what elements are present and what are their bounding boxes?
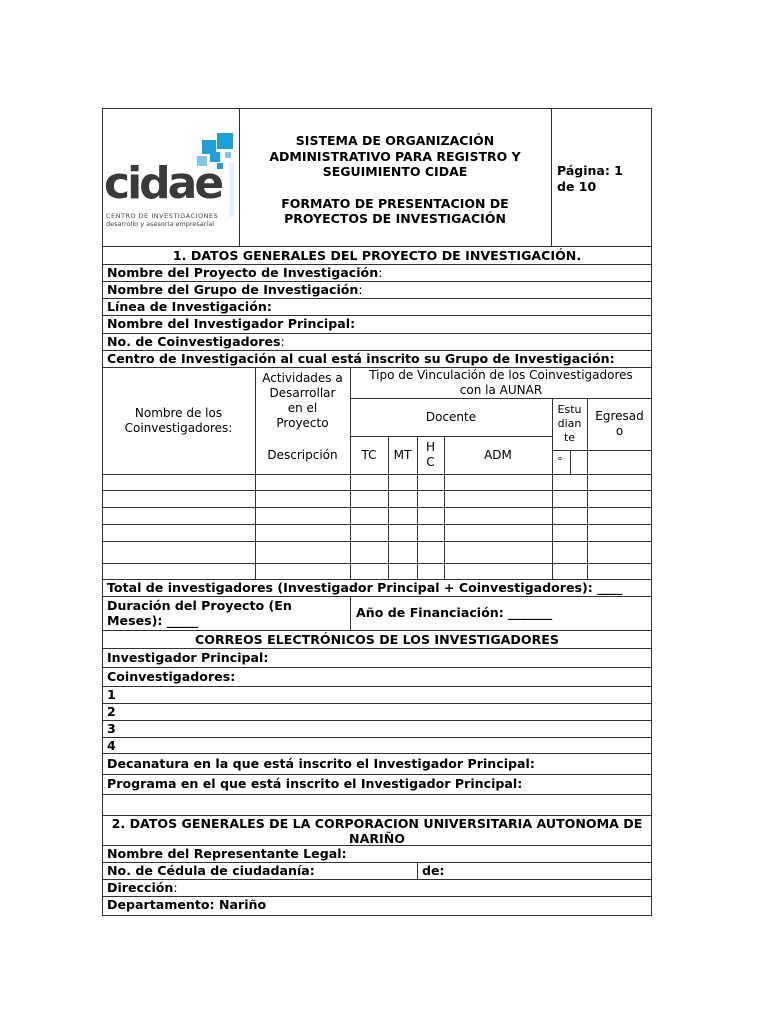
empty-row[interactable] <box>103 795 651 815</box>
coinvestigator-email-3[interactable]: 3 <box>107 721 116 736</box>
total-investigators-field[interactable]: Total de investigadores (Investigador Principal + Coinvestigadores): ____ <box>107 580 623 595</box>
page-number: Página: 1 de 10 <box>557 163 623 194</box>
logo-tagline-2: desarrollo y asesoria empresarial <box>106 220 215 228</box>
description-header: Descripción <box>267 447 338 462</box>
coinvestigator-email-1[interactable]: 1 <box>107 687 116 702</box>
program-field[interactable]: Programa en el que está inscrito el Investigador Principal: <box>107 776 523 791</box>
estudiante-header: Estu dian te <box>557 403 582 444</box>
department-field[interactable]: Departamento: Nariño <box>107 897 267 912</box>
logo-tagline: CENTRO DE INVESTIGACIONES <box>106 212 219 220</box>
hc-header: H C <box>425 440 436 469</box>
table-row[interactable] <box>103 508 651 524</box>
adm-header: ADM <box>484 447 512 462</box>
coinvestigator-email-2[interactable]: 2 <box>107 704 116 719</box>
page-title: SISTEMA DE ORGANIZACIÓN ADMINISTRATIVO PARA REGISTRO Y SEGUIMIENTO CIDAE FORMATO DE PRESENTACION DE PROYECTOS DE INVESTIGACIÓN <box>269 133 521 226</box>
id-number-field[interactable]: No. de Cédula de ciudadanía: <box>107 863 315 878</box>
tc-header: TC <box>361 447 377 462</box>
logo-wordmark: cidae <box>104 158 222 209</box>
activities-header: Actividades a Desarrollar en el Proyecto <box>262 371 343 430</box>
mt-header: MT <box>393 447 412 462</box>
coinvestigators-email-label: Coinvestigadores: <box>107 669 236 684</box>
legal-representative-field[interactable]: Nombre del Representante Legal: <box>107 846 347 861</box>
coinvestigators-count-field[interactable]: No. de Coinvestigadores: <box>107 334 285 349</box>
research-line-field[interactable]: Línea de Investigación: <box>107 299 272 314</box>
coinvestigator-name-header: Nombre de los Coinvestigadores: <box>124 405 233 435</box>
address-field[interactable]: Dirección: <box>107 880 178 895</box>
table-row[interactable] <box>103 475 651 490</box>
table-row[interactable] <box>103 542 651 563</box>
id-issued-from-field[interactable]: de: <box>422 863 445 878</box>
research-center-field[interactable]: Centro de Investigación al cual está inscrito su Grupo de Investigación: <box>107 351 615 366</box>
cidae-logo <box>104 130 236 230</box>
principal-email-field[interactable]: Investigador Principal: <box>107 650 269 665</box>
principal-investigator-field[interactable]: Nombre del Investigador Principal: <box>107 316 356 331</box>
project-name-field[interactable]: Nombre del Proyecto de Investigación: <box>107 265 383 280</box>
coinvestigator-email-4[interactable]: 4 <box>107 738 116 753</box>
section-2-heading: 2. DATOS GENERALES DE LA CORPORACION UNIVERSITARIA AUTONOMA DE NARIÑO <box>111 816 643 846</box>
project-duration-field[interactable]: Duración del Proyecto (En Meses): _____ <box>107 598 292 628</box>
table-row[interactable] <box>103 491 651 507</box>
docente-header: Docente <box>425 409 477 424</box>
financing-year-field[interactable]: Año de Financiación: _______ <box>356 605 553 620</box>
table-row[interactable] <box>103 564 651 579</box>
section-1-heading: 1. DATOS GENERALES DEL PROYECTO DE INVESTIGACIÓN. <box>172 248 582 263</box>
deanship-field[interactable]: Decanatura en la que está inscrito el Investigador Principal: <box>107 756 535 771</box>
table-row[interactable] <box>103 525 651 541</box>
bond-type-header: Tipo de Vinculación de los Coinvestigadores con la AUNAR <box>369 367 633 397</box>
emails-heading: CORREOS ELECTRÓNICOS DE LOS INVESTIGADORES <box>195 632 559 647</box>
degree-mark: ° <box>557 454 563 468</box>
group-name-field[interactable]: Nombre del Grupo de Investigación: <box>107 282 363 297</box>
egresado-header: Egresad o <box>595 409 644 438</box>
